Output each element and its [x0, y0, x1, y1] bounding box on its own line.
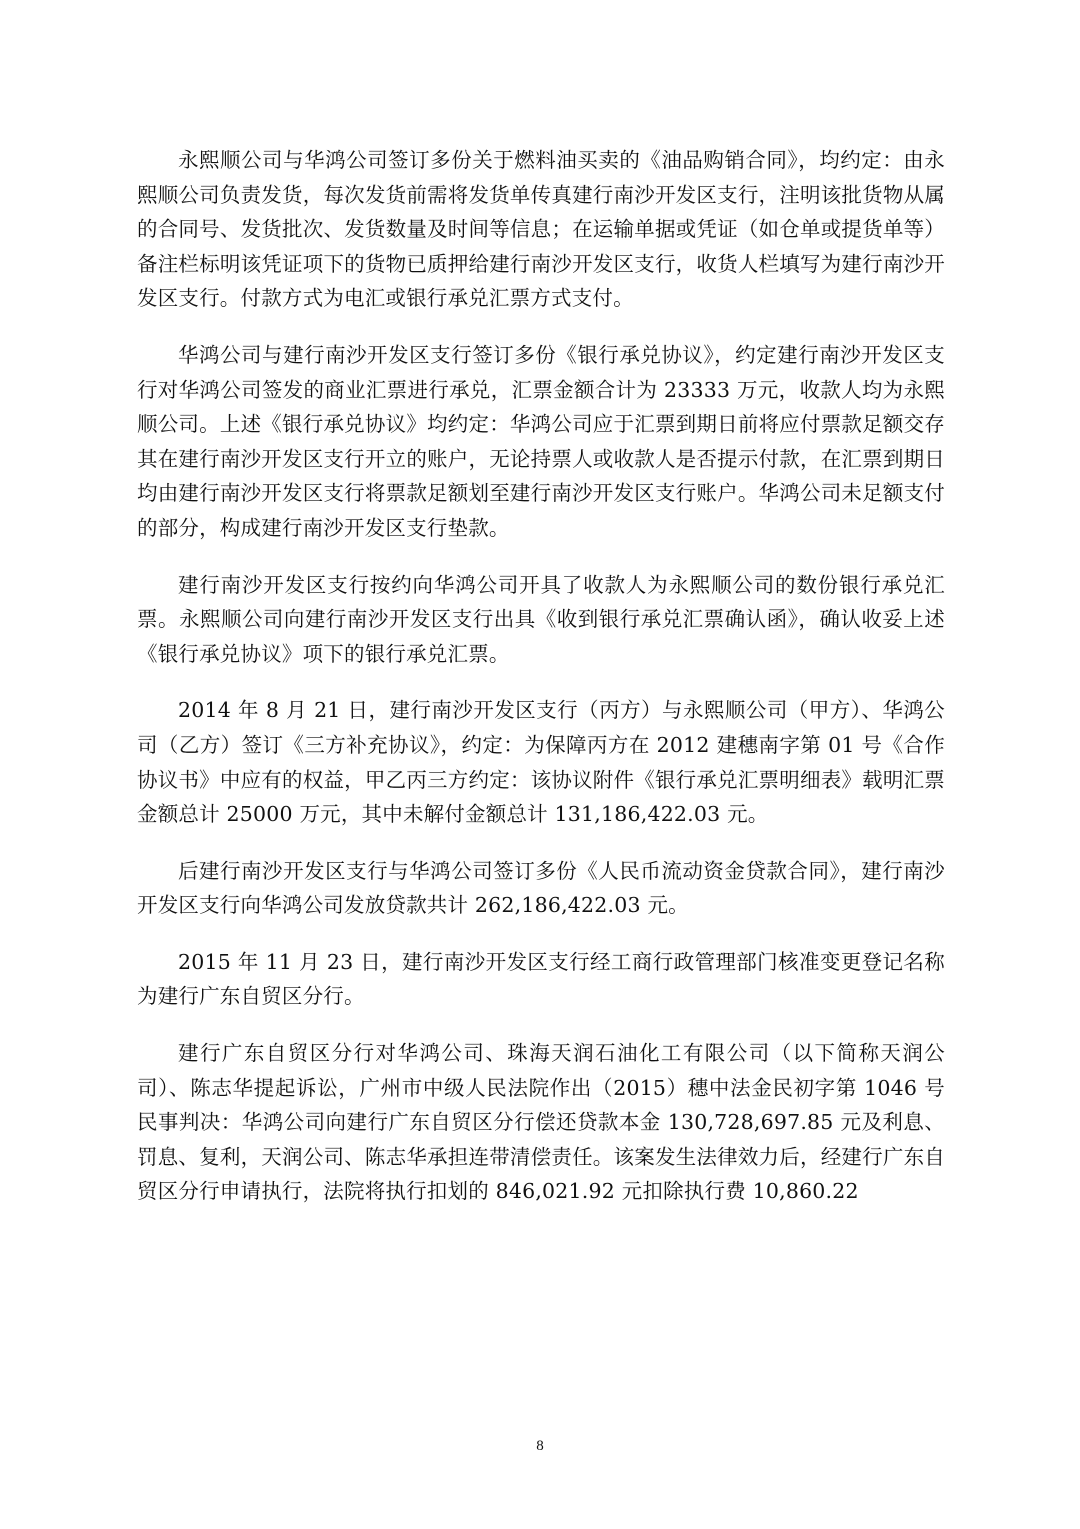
- paragraph-lawsuit-judgment: 建行广东自贸区分行对华鸿公司、珠海天润石油化工有限公司（以下简称天润公司）、陈志华提起诉讼，广州市中级人民法院作出（2015）穗中法金民初字第 1046 号民事判决：华鸿公司向建行广东自贸区分行偿还贷款本金 130,728,697.85 元及利息、罚息、复利，天润公司、陈志华承担连带清偿责任。该案发生法律效力后，经建行广东自贸区分行申请执行，法院将执行扣划的 846,021.92 元扣除执行费 10,860.22: [137, 1041, 945, 1204]
- paragraph-bank-acceptance-agreement: 华鸿公司与建行南沙开发区支行签订多份《银行承兑协议》，约定建行南沙开发区支行对华鸿公司签发的商业汇票进行承兑，汇票金额合计为 23333 万元，收款人均为永熙顺公司。上述《银行承兑协议》均约定：华鸿公司应于汇票到期日前将应付票款足额交存其在建行南沙开发区支行开立的账户，无论持票人或收款人是否提示付款，在汇票到期日均由建行南沙开发区支行将票款足额划至建行南沙开发区支行账户。华鸿公司未足额支付的部分，构成建行南沙开发区支行垫款。: [137, 342, 945, 540]
- paragraph-oil-sales-contract: 永熙顺公司与华鸿公司签订多份关于燃料油买卖的《油品购销合同》，均约定：由永熙顺公司负责发货，每次发货前需将发货单传真建行南沙开发区支行，注明该批货物从属的合同号、发货批次、发货数量及时间等信息；在运输单据或凭证（如仓单或提货单等）备注栏标明该凭证项下的货物已质押给建行南沙开发区支行，收货人栏填写为建行南沙开发区支行。付款方式为电汇或银行承兑汇票方式支付。: [137, 148, 945, 311]
- document-body: [137, 143, 945, 1231]
- page-number: 8: [536, 1438, 544, 1454]
- paragraph-tripartite-supplementary-agreement: 2014 年 8 月 21 日，建行南沙开发区支行（丙方）与永熙顺公司（甲方）、华鸿公司（乙方）签订《三方补充协议》，约定：为保障丙方在 2012 建穗南字第 01 号《合作协议书》中应有的权益，甲乙丙三方约定：该协议附件《银行承兑汇票明细表》载明汇票金额总计 25000 万元，其中未解付金额总计 131,186,422.03 元。: [137, 698, 945, 827]
- paragraph-name-change: 2015 年 11 月 23 日，建行南沙开发区支行经工商行政管理部门核准变更登记名称为建行广东自贸区分行。: [137, 949, 945, 1009]
- paragraph-working-capital-loans: 后建行南沙开发区支行与华鸿公司签订多份《人民币流动资金贷款合同》，建行南沙开发区支行向华鸿公司发放贷款共计 262,186,422.03 元。: [137, 858, 945, 918]
- paragraph-acceptance-drafts-issued: 建行南沙开发区支行按约向华鸿公司开具了收款人为永熙顺公司的数份银行承兑汇票。永熙顺公司向建行南沙开发区支行出具《收到银行承兑汇票确认函》，确认收妥上述《银行承兑协议》项下的银行承兑汇票。: [137, 572, 945, 666]
